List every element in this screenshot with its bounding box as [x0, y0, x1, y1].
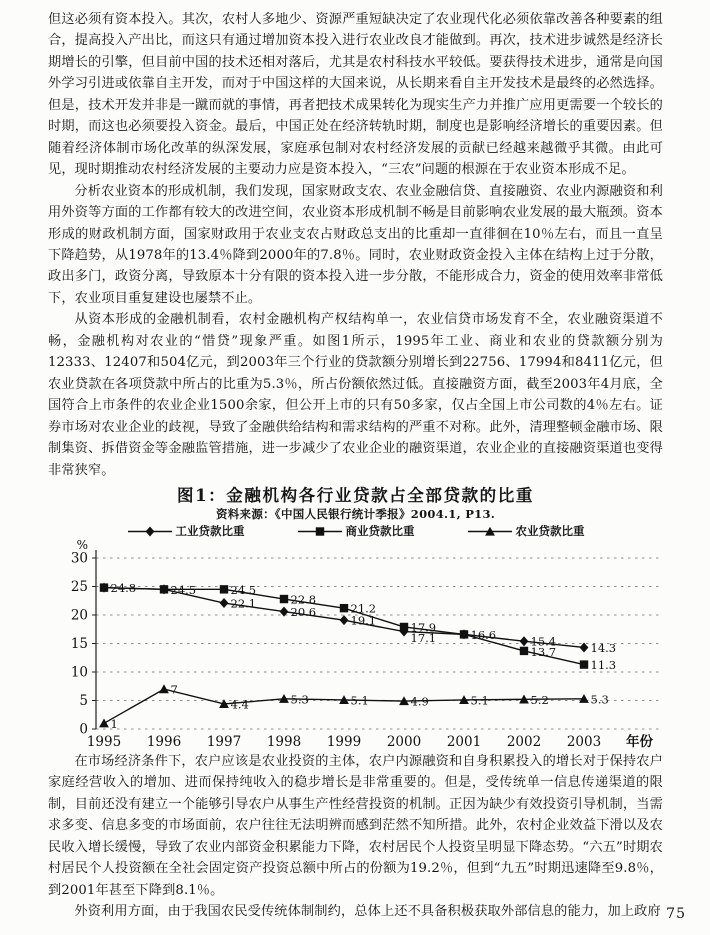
- legend-item-diamond: [127, 525, 245, 538]
- data-point-label: 14.3: [590, 640, 617, 655]
- svg-text:0: 0: [79, 721, 88, 738]
- data-point-square-icon: [220, 585, 228, 593]
- svg-text:20: 20: [70, 607, 88, 624]
- data-point-diamond-icon: [580, 642, 589, 652]
- data-point-square-icon: [460, 630, 468, 638]
- data-point-square-icon: [520, 647, 528, 655]
- svg-text:15: 15: [70, 635, 88, 652]
- diamond-legend-marker-icon: [127, 526, 173, 537]
- svg-text:1999: 1999: [326, 733, 362, 750]
- data-point-triangle-icon: [99, 718, 109, 727]
- svg-text:2002: 2002: [506, 733, 542, 750]
- data-point-square-icon: [100, 583, 108, 591]
- data-point-label: 15.4: [530, 634, 557, 649]
- svg-text:1995: 1995: [86, 733, 122, 750]
- svg-text:年份: 年份: [626, 733, 653, 750]
- svg-text:2003: 2003: [566, 733, 602, 750]
- svg-text:1997: 1997: [206, 733, 242, 750]
- data-point-label: 24.5: [230, 582, 257, 597]
- body-paragraph-2: 分析农业资本的形成机制，我们发现，国家财政支农、农业金融信贷、直接融资、农业内源融资和利用外资等方面的工作都有较大的改进空间，农业资本形成机制不畅是目前影响农业发展的最大瓶颈。资本形成的财政机制方面，国家财政用于农业支农占财政总支出的比重却一直徘徊在10％左右，而且一直呈下降趋势，从1978年的13.4％降到2000年的7.8％。同时，农业财政资金投入主体在结构上过于分散，政出多门，政资分离，导致原本十分有限的资本投入进一步分散，不能形成合力，资金的使用效率非常低下，农业项目重复建设也屡禁不止。: [48, 183, 663, 306]
- data-point-label: 21.2: [350, 601, 377, 616]
- data-point-square-icon: [340, 604, 348, 612]
- svg-text:25: 25: [70, 578, 88, 595]
- data-point-label: 16.6: [470, 627, 497, 642]
- chart-legend: [48, 525, 663, 538]
- triangle-legend-marker-icon: [467, 526, 513, 537]
- data-point-diamond-icon: [340, 615, 349, 625]
- square-marker-icon: [315, 527, 323, 535]
- body-paragraph-4: 在市场经济条件下，农户应该是农业投资的主体，农户内源融资和自身积累投入的增长对于保持农户家庭经营收入的增加、进而保持纯收入的稳步增长是非常重要的。但是，受传统单一信息传递渠道的限制，目前还没有建立一个能够引导农户从事生产性经营投资的机制。正因为缺少有效投资引导机制，当需求多变、信息多变的市场面前，农户往往无法明辨而感到茫然不知所措。此外，农村企业效益下滑以及农民收入增长缓慢，导致了农业内部资金积累能力下降，农村居民个人投资呈明显下降态势。“六五”时期农村居民个人投资额在全社会固定资产投资总额中所占的份额为19.2％，但到“九五”时期迅速降至9.8％，到2001年甚至下降到8.1％。: [48, 753, 663, 898]
- data-point-label: 17.9: [410, 620, 437, 635]
- data-point-diamond-icon: [220, 598, 229, 608]
- data-point-square-icon: [280, 595, 288, 603]
- data-point-label: 5.1: [470, 693, 489, 708]
- svg-text:2000: 2000: [386, 733, 422, 750]
- svg-text:2001: 2001: [446, 733, 482, 750]
- body-paragraph-3: 从资本形成的金融机制看，农村金融机构产权结构单一，农业信贷市场发育不全，农业融资渠道不畅，金融机构对农业的“惜贷”现象严重。如图1所示，1995年工业、商业和农业的贷款额分别为12333、12407和504亿元，到2003年三个行业的贷款额分别增长到22756、17994和8411亿元，但农业贷款在各项贷款中所占的比重为5.3％，所占份额依然过低。直接融资方面，截至2003年4月底，全国符合上市条件的农业企业1500余家，但公开上市的只有50多家，仅占全国上市公司数的4％左右。证券市场对农业企业的歧视，导致了金融供给结构和需求结构的严重不对称。此外，清理整顿金融市场、限制集资、拆借资金等金融监管措施，进一步减少了农业企业的融资渠道，农业企业的直接融资渠道也变得非常狭窄。: [48, 312, 663, 478]
- data-point-label: 5.1: [350, 693, 369, 708]
- svg-text:%: %: [76, 538, 88, 552]
- data-point-label: 5.2: [530, 692, 549, 707]
- data-point-label: 22.8: [290, 592, 317, 607]
- data-point-label: 5.3: [590, 692, 609, 707]
- loan-share-line-chart: [48, 539, 663, 751]
- data-point-label: 24.5: [170, 582, 197, 597]
- data-point-label: 17.1: [410, 630, 437, 645]
- svg-text:30: 30: [70, 550, 88, 567]
- data-point-label: 22.1: [230, 596, 257, 611]
- data-point-label: 13.7: [530, 645, 557, 660]
- svg-text:1996: 1996: [146, 733, 182, 750]
- body-paragraph-1: 但这必须有资本投入。其次，农村人多地少、资源严重短缺决定了农业现代化必须依靠改善各种要素的组合，提高投入产出比，而这只有通过增加资本投入进行农业改良才能做到。再次，技术进步诚然是经济长期增长的引擎，但目前中国的技术还相对落后，尤其是农村科技水平较低。要获得技术进步，通常是向国外学习引进或依靠自主开发，而对于中国这样的大国来说，从长期来看自主开发技术是最终的必然选择。但是，技术开发并非是一蹴而就的事情，再者把技术成果转化为现实生产力并推广应用更需要一个较长的时期，而这也必须要投入资金。最后，中国正处在经济转轨时期，制度也是影响经济增长的重要因素。但随着经济体制市场化改革的纵深发展，家庭承包制对农村经济发展的贡献已经越来越微乎其微。由此可见，现时期推动农村经济发展的主要动力应是资本投入，“三农”问题的根源在于农业资本形成不足。: [48, 12, 663, 178]
- data-point-label: 19.1: [350, 613, 377, 628]
- figure-source: 资料来源：《中国人民银行统计季报》2004.1, P13.: [215, 506, 496, 521]
- data-point-label: 11.3: [590, 658, 617, 673]
- data-point-diamond-icon: [520, 636, 529, 646]
- legend-item-triangle: [467, 525, 585, 538]
- square-legend-marker-icon: [297, 526, 343, 537]
- data-point-label: 4.4: [230, 697, 249, 712]
- chart-canvas: [48, 539, 668, 751]
- svg-text:5: 5: [79, 692, 88, 709]
- legend-label: 工业贷款比重: [175, 523, 245, 538]
- data-point-triangle-icon: [159, 684, 169, 693]
- legend-label: 商业贷款比重: [345, 523, 415, 538]
- data-point-label: 5.3: [290, 692, 309, 707]
- page-number: 75: [666, 906, 686, 922]
- series-line-square: [104, 588, 584, 665]
- data-point-label: 7: [170, 682, 178, 697]
- figure-title: 图1：金融机构各行业贷款占全部贷款的比重: [177, 485, 534, 505]
- diamond-marker-icon: [145, 526, 154, 536]
- data-point-square-icon: [580, 660, 588, 668]
- svg-text:1998: 1998: [266, 733, 302, 750]
- data-point-square-icon: [160, 585, 168, 593]
- data-point-label: 20.6: [290, 605, 317, 620]
- data-point-square-icon: [400, 623, 408, 631]
- legend-item-square: [297, 525, 415, 538]
- svg-text:10: 10: [70, 664, 88, 681]
- data-point-label: 24.8: [110, 581, 137, 596]
- legend-label: 农业贷款比重: [515, 523, 585, 538]
- figure-1: [48, 485, 663, 751]
- data-point-label: 4.9: [410, 694, 429, 709]
- data-point-label: 1: [110, 716, 118, 731]
- body-paragraph-5: 外资利用方面，由于我国农民受传统体制制约，总体上还不具备积极获取外部信息的能力，加上政府: [74, 904, 661, 920]
